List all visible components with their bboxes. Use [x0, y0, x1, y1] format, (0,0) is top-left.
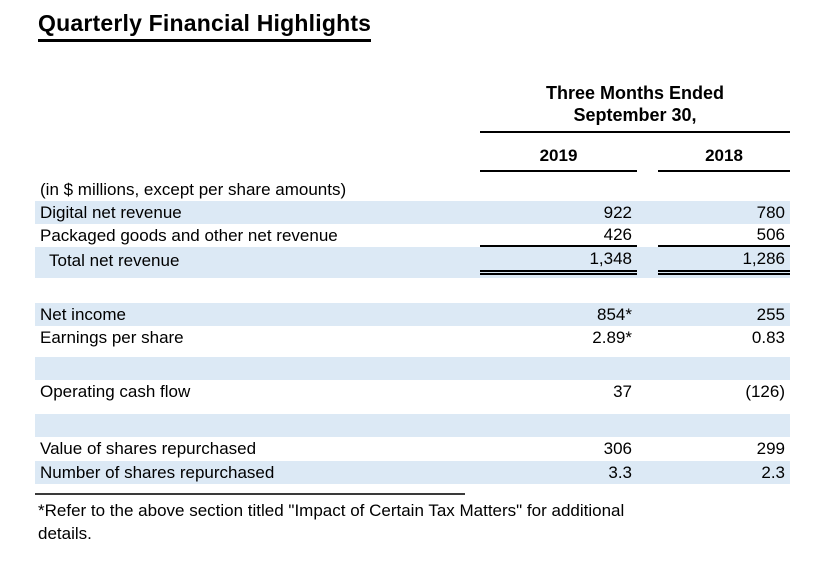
financial-highlights-table — [35, 82, 790, 484]
table-row-packaged-goods — [35, 224, 790, 247]
row-label: Packaged goods and other net revenue — [40, 225, 338, 245]
table-row-number-shares-repurchased — [35, 461, 790, 484]
value-2018: 0.83 — [751, 327, 785, 347]
table-body — [35, 178, 790, 484]
table-row-value-shares-repurchased — [35, 437, 790, 461]
value-2018: 2.3 — [761, 462, 785, 482]
column-gap — [637, 146, 658, 172]
row-label: Operating cash flow — [40, 382, 191, 401]
table-row-net-income — [35, 303, 790, 326]
label-column-spacer — [35, 146, 480, 172]
value-2019: 1,348 — [480, 247, 637, 275]
value-2019: 306 — [603, 439, 632, 458]
value-2019: 426 — [480, 224, 637, 247]
period-header-row — [35, 82, 790, 133]
value-2019: 37 — [613, 382, 632, 401]
value-2018: 299 — [756, 439, 785, 458]
value-2019: 3.3 — [608, 462, 632, 482]
row-label: Digital net revenue — [40, 202, 182, 222]
period-header — [480, 82, 790, 133]
table-row-operating-cash-flow — [35, 380, 790, 404]
spacer-row-shaded — [35, 414, 790, 437]
footnote-line1: *Refer to the above section titled "Impact of Certain Tax Matters" for additional — [38, 501, 625, 520]
column-header-2019: 2019 — [480, 146, 637, 172]
page-title: Quarterly Financial Highlights — [38, 10, 371, 42]
footnote-line2: details. — [38, 524, 92, 543]
spacer-row — [35, 349, 790, 357]
value-2018: 780 — [756, 202, 785, 222]
footnote — [38, 499, 817, 545]
row-label: Value of shares repurchased — [40, 439, 257, 458]
spacer-row — [35, 404, 790, 414]
period-line1: Three Months Ended — [545, 83, 724, 103]
value-2019: 2.89* — [592, 327, 632, 347]
value-2018: 255 — [756, 304, 785, 324]
footnote-divider — [35, 493, 465, 495]
table-row-total-net-revenue — [35, 247, 790, 278]
unit-note: (in $ millions, except per share amounts) — [40, 179, 347, 199]
label-column-spacer — [35, 82, 480, 133]
value-2019: 922 — [603, 202, 632, 222]
period-line2: September 30, — [573, 105, 697, 125]
row-label: Net income — [40, 304, 126, 324]
value-2018: 506 — [658, 224, 790, 247]
row-label: Total net revenue — [49, 251, 180, 270]
spacer-row — [35, 278, 790, 303]
table-row-earnings-per-share — [35, 326, 790, 349]
row-label: Number of shares repurchased — [40, 462, 275, 482]
value-2018: 1,286 — [658, 247, 790, 275]
year-header-row — [35, 146, 790, 172]
value-2019: 854* — [597, 304, 632, 324]
column-header-2018: 2018 — [658, 146, 790, 172]
spacer-row-shaded — [35, 357, 790, 380]
row-label: Earnings per share — [40, 327, 184, 347]
value-2018: (126) — [745, 382, 785, 401]
table-row-digital-net-revenue — [35, 201, 790, 224]
unit-note-row — [35, 178, 790, 201]
